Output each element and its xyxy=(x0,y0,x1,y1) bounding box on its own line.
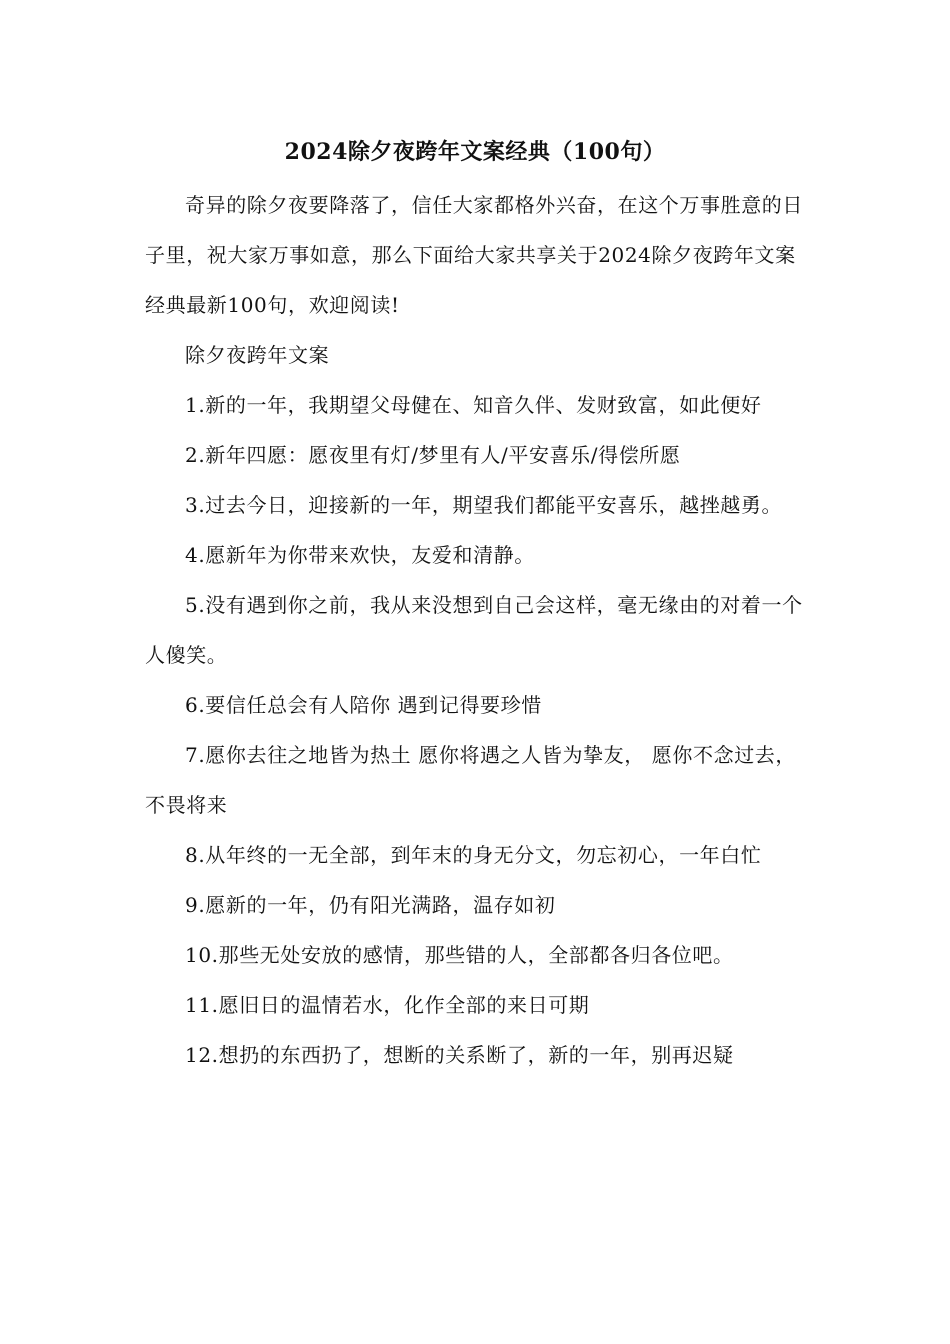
document-body xyxy=(145,130,805,1080)
list-item: 4.愿新年为你带来欢快，友爱和清静。 xyxy=(185,543,535,567)
list-item: 5.没有遇到你之前，我从来没想到自己会这样，毫无缘由的对着一个人傻笑。 xyxy=(145,593,803,667)
list-item: 1.新的一年，我期望父母健在、知音久伴、发财致富，如此便好 xyxy=(185,393,762,417)
intro-paragraph: 奇异的除夕夜要降落了，信任大家都格外兴奋，在这个万事胜意的日子里，祝大家万事如意，那么下面给大家共享关于2024除夕夜跨年文案经典最新100句，欢迎阅读! xyxy=(145,193,803,317)
list-item: 11.愿旧日的温情若水，化作全部的来日可期 xyxy=(185,993,590,1017)
list-item: 6.要信任总会有人陪你 遇到记得要珍惜 xyxy=(185,693,542,717)
section-heading: 除夕夜跨年文案 xyxy=(185,343,330,367)
list-item: 3.过去今日，迎接新的一年，期望我们都能平安喜乐，越挫越勇。 xyxy=(185,493,783,517)
list-item: 7.愿你去往之地皆为热土 愿你将遇之人皆为挚友， 愿你不念过去，不畏将来 xyxy=(145,743,796,817)
list-item: 12.想扔的东西扔了，想断的关系断了，新的一年，别再迟疑 xyxy=(185,1043,734,1067)
list-item: 2.新年四愿：愿夜里有灯/梦里有人/平安喜乐/得偿所愿 xyxy=(185,443,681,467)
list-item: 8.从年终的一无全部，到年末的身无分文，勿忘初心，一年白忙 xyxy=(185,843,762,867)
list-item: 9.愿新的一年，仍有阳光满路，温存如初 xyxy=(185,893,556,917)
document-title: 2024除夕夜跨年文案经典（100句） xyxy=(284,139,666,165)
list-item: 10.那些无处安放的感情，那些错的人，全部都各归各位吧。 xyxy=(185,943,734,967)
